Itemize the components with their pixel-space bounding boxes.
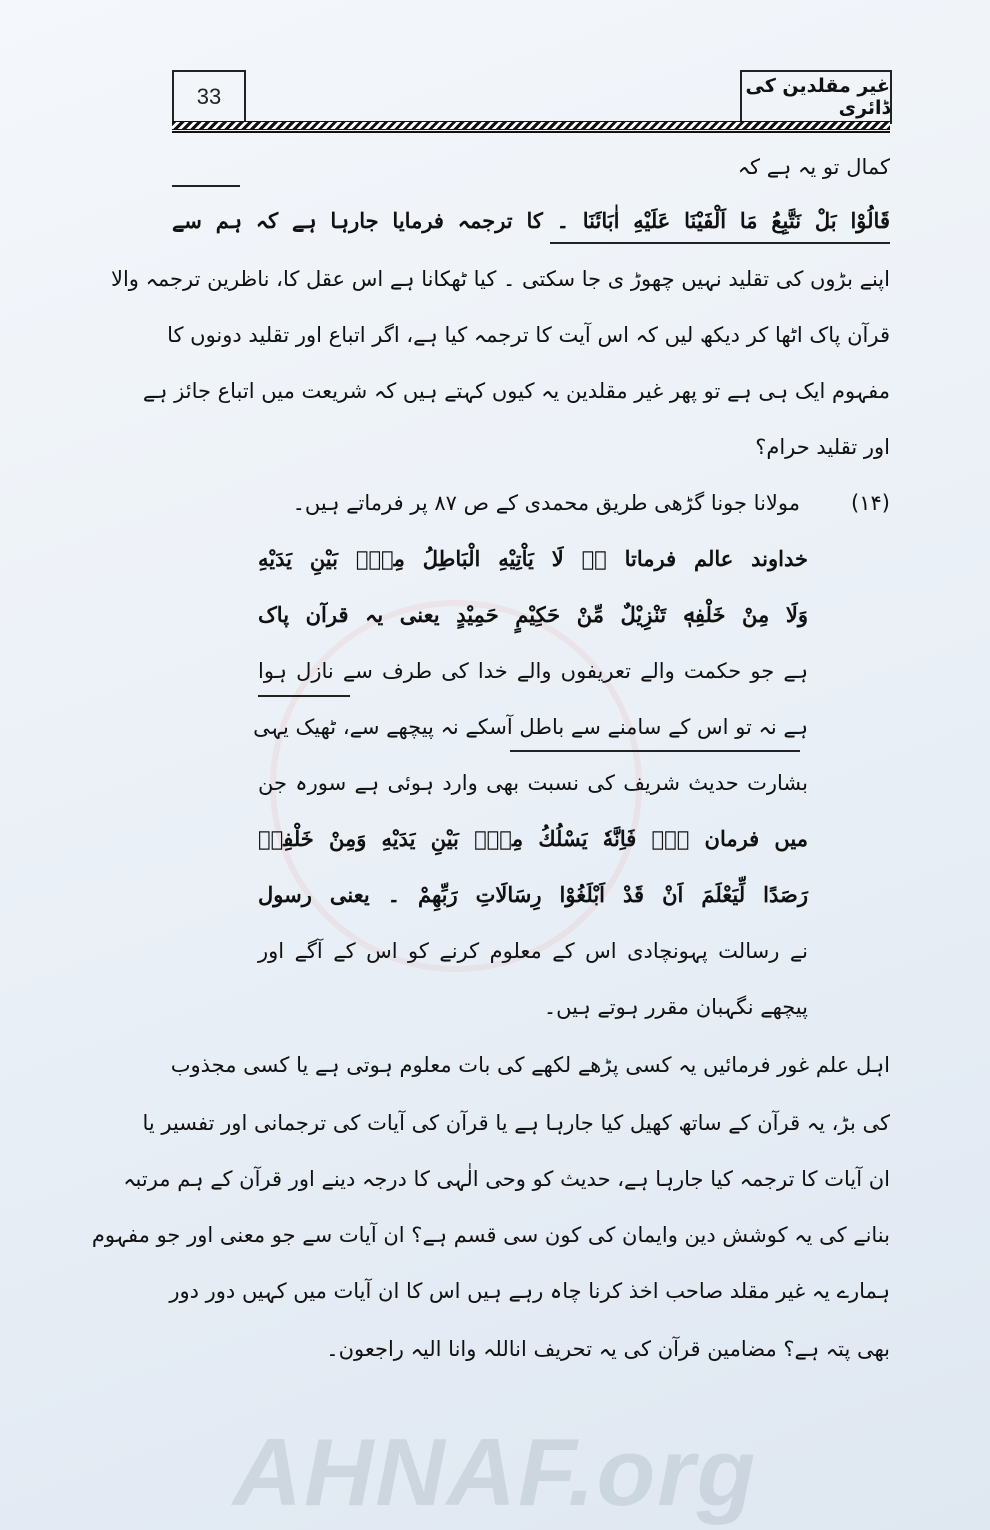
text-line: ہے نہ تو اس کے سامنے سے باطل آسکے نہ پیچھے سے، ٹھیک یہی (253, 715, 808, 739)
item-number: (۱۴) (851, 491, 890, 515)
header-rule-patterned (172, 121, 890, 130)
text-line: نے رسالت پہونچادی اس کے معلوم کرنے کو اس کے آگے اور (258, 939, 808, 963)
text-line: کمال تو یہ ہے کہ (737, 155, 890, 179)
text-line: اپنے بڑوں کی تقلید نہیں چھوڑ ی جا سکتی ۔ کیا ٹھکانا ہے اس عقل کا، ناظرین ترجمہ والا (110, 267, 890, 291)
text-line: اہل علم غور فرمائیں یہ کسی پڑھے لکھے کی بات معلوم ہوتی ہے یا کسی مجذوب (170, 1053, 890, 1077)
item-text: مولانا جونا گڑھی طریق محمدی کے ص ۸۷ پر فرماتے ہیں۔ (292, 491, 800, 515)
page-number: 33 (172, 70, 246, 124)
text-line: کی بڑ، یہ قرآن کے ساتھ کھیل کیا جارہا ہے یا قرآن کی آیات کی ترجمانی اور تفسیر یا (142, 1111, 890, 1135)
paragraph-1 (110, 148, 890, 478)
text-line: میں فرمان ہے۔ فَاِنَّهٗ يَسْلُكُ مِنْۢ بَيْنِ يَدَيْهِ وَمِنْ خَلْفِهٖ (258, 826, 808, 851)
underline-mark (172, 185, 240, 187)
text-line: بشارت حدیث شریف کی نسبت بھی وارد ہوئی ہے سورہ جن (258, 771, 808, 795)
numbered-item (172, 484, 890, 524)
book-title: غیر مقلدین کی ڈائری (740, 70, 892, 124)
text-line: ہمارے یہ غیر مقلد صاحب اخذ کرنا چاہ رہے ہیں اس کا ان آیات میں کہیں دور دور (169, 1279, 890, 1303)
text-line: وَلَا مِنْ خَلْفِهٖ تَنْزِيْلٌ مِّنْ حَكِيْمٍ حَمِيْدٍ یعنی یہ قرآن پاک (258, 602, 808, 627)
header-rule (172, 131, 890, 133)
text-line: اور تقلید حرام؟ (755, 435, 890, 459)
underline-mark (258, 695, 350, 697)
text-line: بنانے کی یہ کوشش دین وایمان کی کون سی قسم ہے؟ ان آیات سے جو معنی اور جو مفہوم (91, 1223, 890, 1247)
text-line: ان آیات کا ترجمہ کیا جارہا ہے، حدیث کو وحی الٰہی کا درجہ دینے اور قرآن کے ہم مرتبہ (123, 1167, 890, 1191)
text-line: خداوند عالم فرماتا ہے لَا يَاْتِيْهِ الْبَاطِلُ مِنْۢ بَيْنِ يَدَيْهِ (258, 546, 808, 571)
text-line: مفہوم ایک ہی ہے تو پھر غیر مقلدین یہ کیوں کہتے ہیں کہ شریعت میں اتباع جائز ہے (142, 379, 890, 403)
underline-mark (510, 750, 800, 752)
text-line: قَالُوْا بَلْ نَتَّبِعُ مَا اَلْفَيْنَا عَلَيْهِ اٰبَائَنَا ۔ کا ترجمہ فرمایا جارہا ہے کہ ہم سے (172, 208, 890, 233)
text-line: ہے جو حکمت والے تعریفوں والے خدا کی طرف سے نازل ہوا (258, 659, 808, 683)
text-line: قرآن پاک اٹھا کر دیکھ لیں کہ اس آیت کا ترجمہ کیا ہے، اگر اتباع اور تقلید دونوں کا (167, 323, 890, 347)
underline-mark (550, 242, 890, 244)
text-line: بھی پتہ ہے؟ مضامین قرآن کی یہ تحریف اناللہ وانا الیہ راجعون۔ (326, 1337, 890, 1361)
text-line: رَصَدًا لِّيَعْلَمَ اَنْ قَدْ اَبْلَغُوْا رِسَالَاتِ رَبِّهِمْ ۔ یعنی رسول (258, 882, 808, 907)
block-quote (253, 540, 808, 1040)
paragraph-2 (91, 1046, 890, 1386)
site-watermark: AHNAF.org (232, 1419, 758, 1526)
text-line: پیچھے نگہبان مقرر ہوتے ہیں۔ (543, 995, 808, 1019)
